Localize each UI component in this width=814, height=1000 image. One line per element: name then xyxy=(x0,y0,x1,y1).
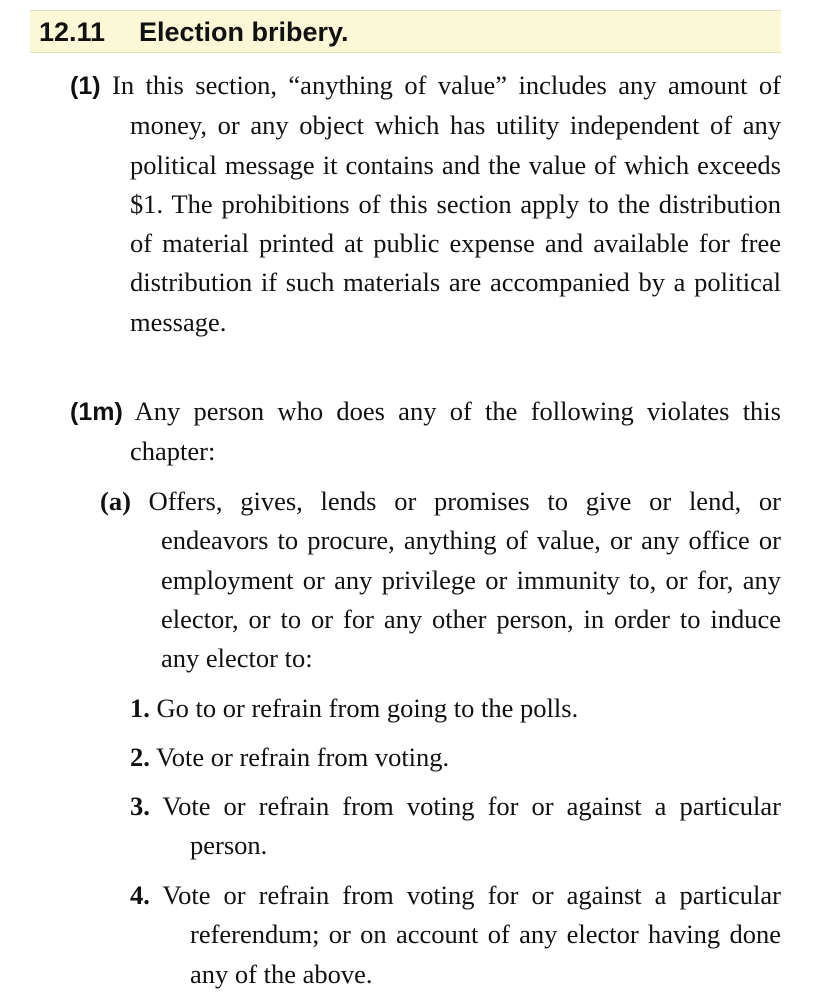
list-item xyxy=(130,689,781,728)
subsection-1 xyxy=(70,66,781,342)
subsection-1m-label: (1m) xyxy=(70,398,123,426)
list-item-text: Go to or refrain from going to the polls. xyxy=(156,693,579,723)
list-item-label: 4. xyxy=(130,880,150,910)
paragraph-a xyxy=(100,482,782,678)
subsection-1-text: In this section, “anything of value” includes any amount of money, or any object which has utility independent of any political message it contains and the value of which exceeds $1. The prohibitions of this section apply to the distribution of material printed at public expense and available for free distribution if such materials are accompanied by a political message. xyxy=(112,70,781,337)
list-item xyxy=(130,787,781,866)
list-item-text: Vote or refrain from voting. xyxy=(156,742,450,772)
section-heading xyxy=(30,10,781,53)
paragraph-a-label: (a) xyxy=(100,486,131,516)
paragraph-a-text: Offers, gives, lends or promises to give or lend, or endeavors to procure, anything of value, or any office or employment or any privilege or immunity to, or for, any elector, or to or for any other person, in order to induce any elector to: xyxy=(148,486,782,674)
subsection-1m-text: Any person who does any of the following violates this chapter: xyxy=(130,396,781,467)
section-title: Election bribery. xyxy=(139,17,349,47)
subsection-1-label: (1) xyxy=(70,72,101,100)
list-item-text: Vote or refrain from voting for or against a particular person. xyxy=(162,791,781,861)
list-item xyxy=(130,738,781,777)
section-number: 12.11 xyxy=(39,17,106,47)
list-item-label: 2. xyxy=(130,742,150,772)
list-item-label: 3. xyxy=(130,791,150,821)
list-item xyxy=(130,876,781,994)
subsection-1m xyxy=(70,392,781,472)
list-item-text: Vote or refrain from voting for or against a particular referendum; or on account of any elector having done any of the above. xyxy=(162,880,781,989)
list-item-label: 1. xyxy=(130,693,150,723)
